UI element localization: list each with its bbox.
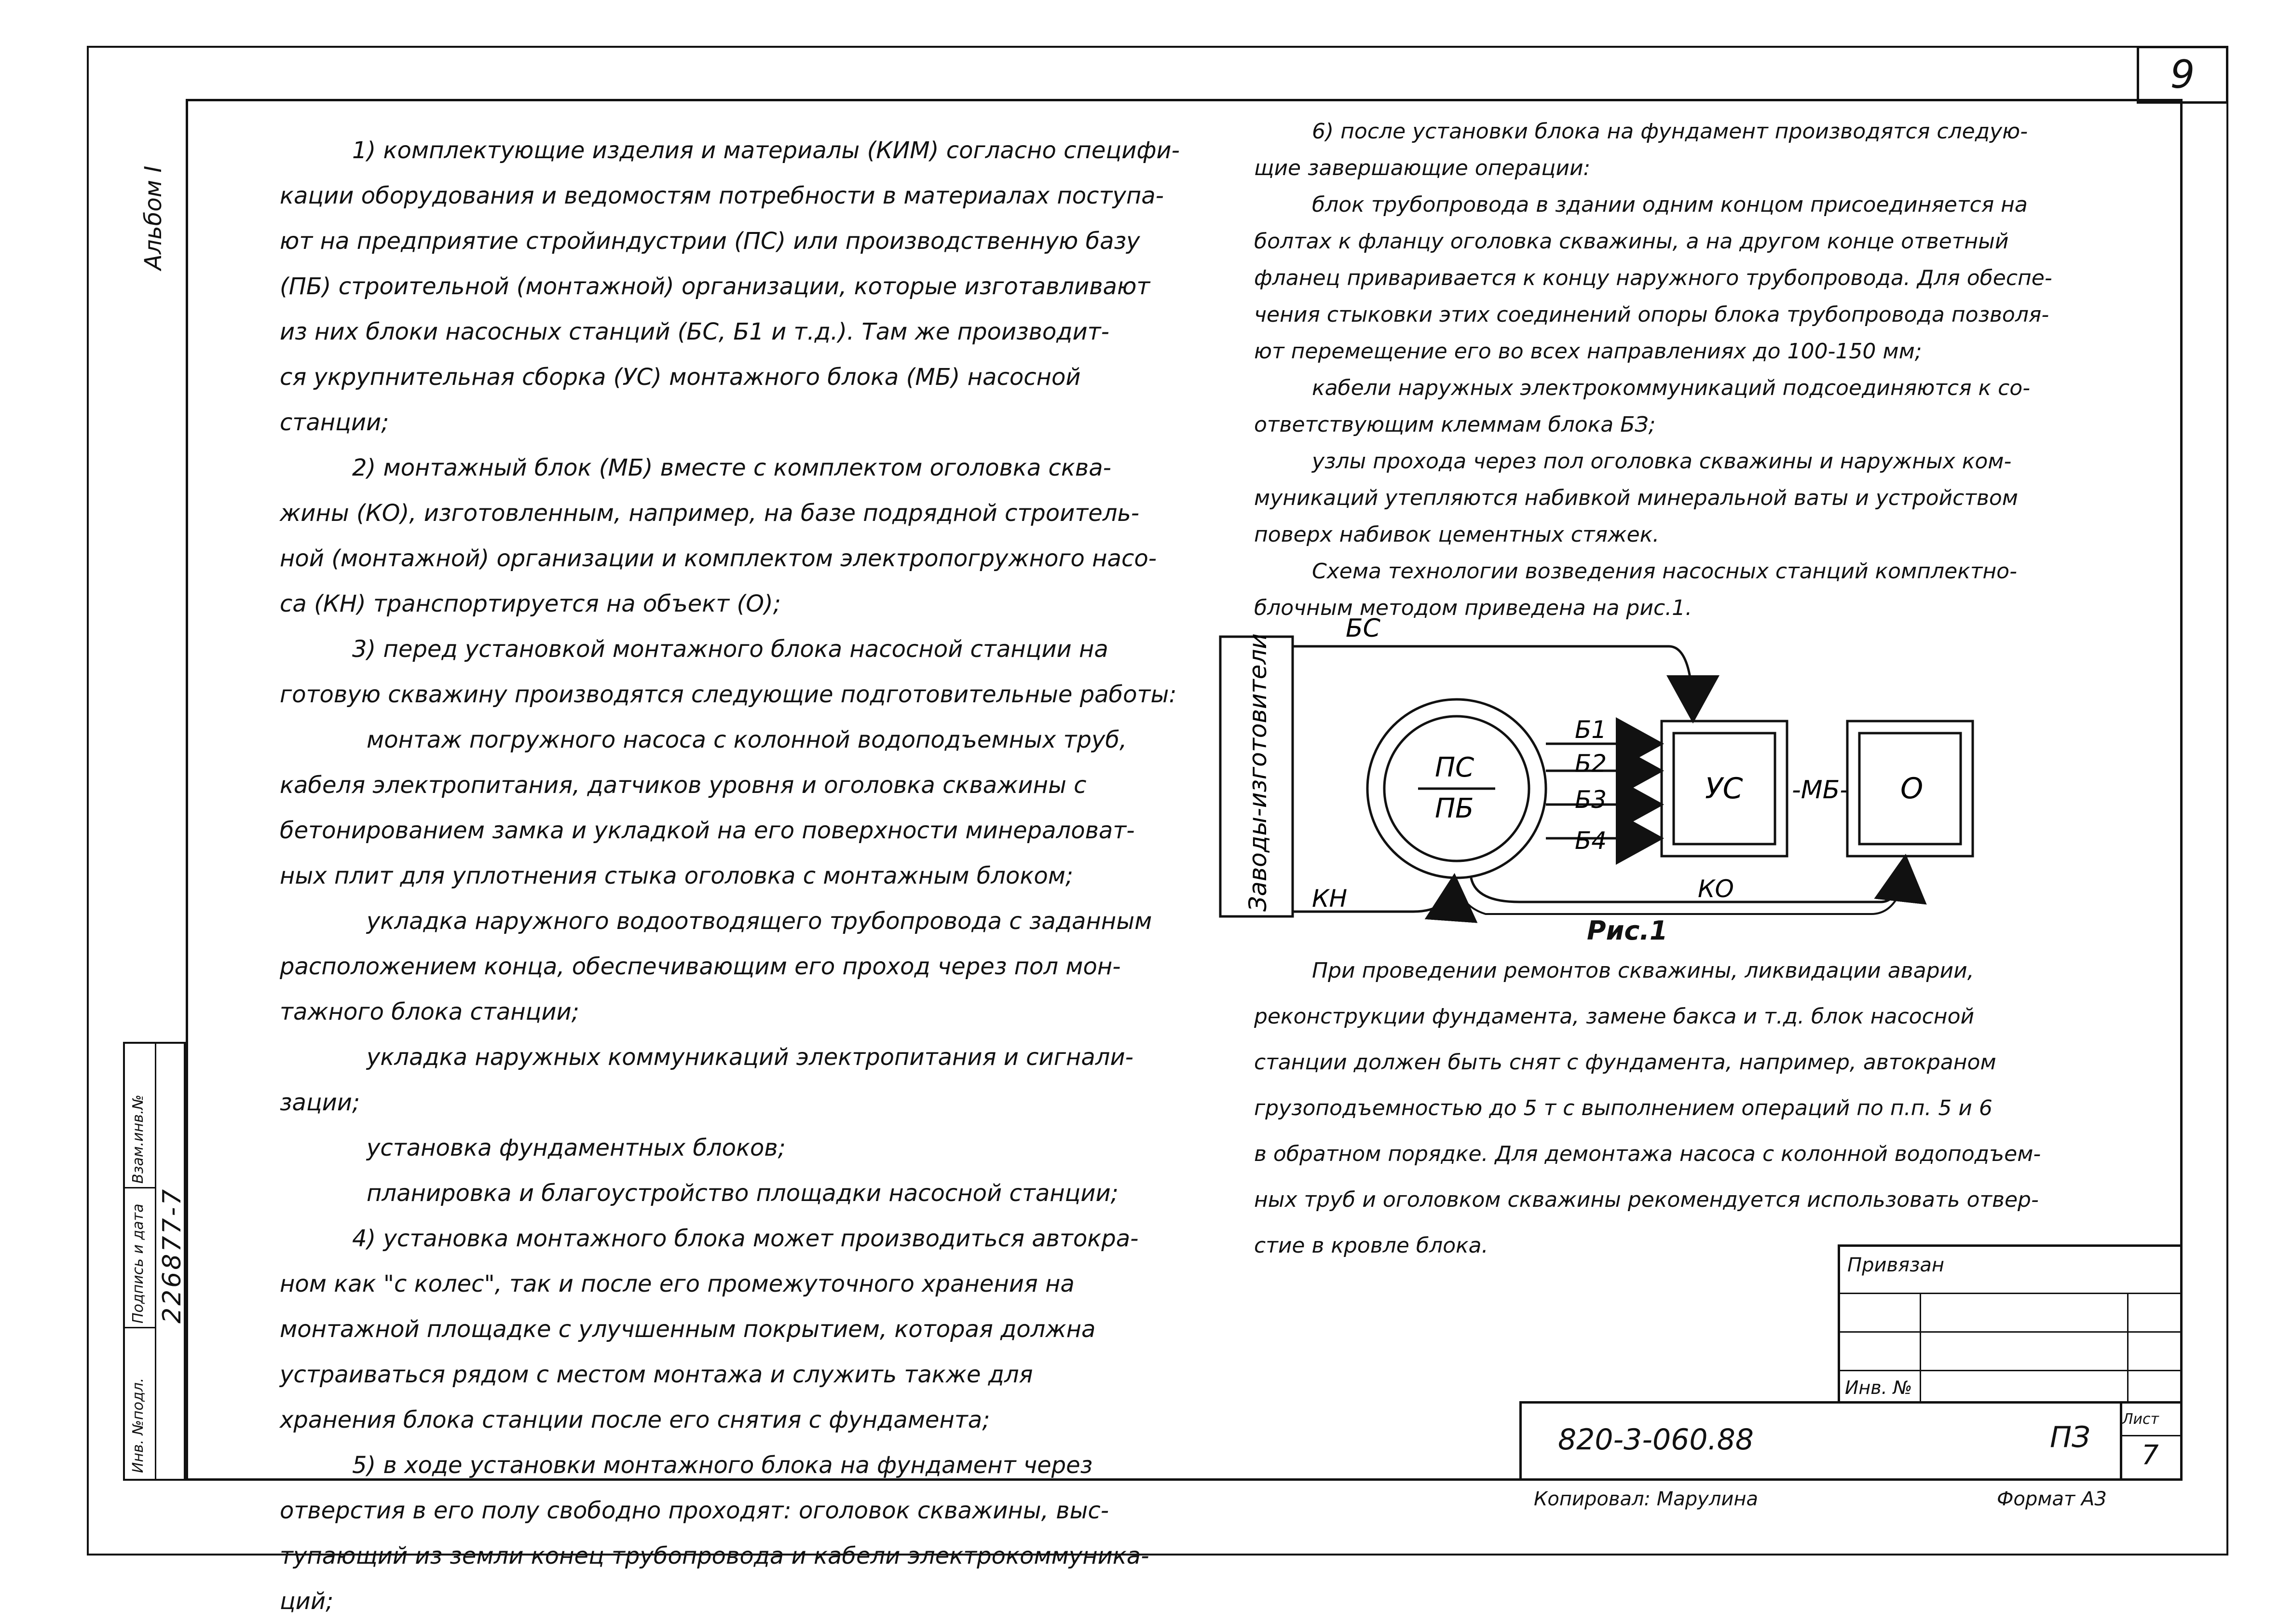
- left-text-column: [280, 128, 1180, 1624]
- stamp-sign-date: Подпись и дата: [130, 1203, 147, 1324]
- text-line: ной (монтажной) организации и комплектом электропогружного насо-: [280, 545, 1157, 572]
- stamp-column: [123, 1042, 186, 1481]
- text-line: ответствующим клеммам блока БЗ;: [1254, 412, 1656, 437]
- stamp-handwritten-number: 226877-7: [158, 1187, 187, 1324]
- text-line: кабели наружных электрокоммуникаций подсоединяются к со-: [1312, 376, 2031, 400]
- text-line: ций;: [280, 1588, 334, 1615]
- kn-to-o-path: [1454, 878, 1905, 914]
- text-line: 2) монтажный блок (МБ) вместе с комплектом оголовка сква-: [352, 454, 1111, 481]
- stamp-vzam-inv: Взам.инв.№: [130, 1094, 147, 1184]
- right-text-column-bottom: [1254, 948, 2041, 1269]
- text-line: ных плит для уплотнения стыка оголовка с монтажным блоком;: [280, 862, 1074, 889]
- ko-label: КО: [1698, 875, 1734, 903]
- text-line: фланец приваривается к концу наружного трубопровода. Для обеспе-: [1254, 266, 2052, 290]
- text-line: отверстия в его полу свободно проходят: оголовок скважины, выс-: [280, 1497, 1109, 1524]
- text-line: муникаций утепляются набивкой минеральной ваты и устройством: [1254, 486, 2018, 510]
- text-line: готовую скважину производятся следующие подготовительные работы:: [280, 681, 1177, 708]
- inv-no-label: Инв. №: [1845, 1377, 1912, 1398]
- text-line: ют на предприятие стройиндустрии (ПС) или производственную базу: [280, 228, 1140, 255]
- text-line: бетонированием замка и укладкой на его поверхности минераловат-: [280, 817, 1135, 844]
- text-line: ном как "с колес", так и после его промежуточного хранения на: [280, 1270, 1075, 1297]
- right-text-column-top: [1254, 113, 2052, 627]
- text-line: (ПБ) строительной (монтажной) организации, которые изготавливают: [280, 273, 1150, 300]
- text-line: тажного блока станции;: [280, 998, 579, 1025]
- b1-label: Б1: [1575, 716, 1607, 744]
- section-code: ПЗ: [2050, 1420, 2090, 1454]
- text-line: станции должен быть снят с фундамента, например, автокраном: [1254, 1050, 1996, 1075]
- text-line: укладка наружного водоотводящего трубопровода с заданным: [367, 908, 1152, 935]
- text-line: кабеля электропитания, датчиков уровня и оголовка скважины с: [280, 772, 1087, 799]
- text-line: При проведении ремонтов скважины, ликвидации аварии,: [1312, 958, 1974, 983]
- us-label: УС: [1705, 772, 1743, 805]
- text-line: Схема технологии возведения насосных станций комплектно-: [1312, 559, 2017, 584]
- text-line: тупающий из земли конец трубопровода и кабели электрокоммуника-: [280, 1542, 1149, 1569]
- text-line: станции;: [280, 409, 389, 436]
- text-line: 3) перед установкой монтажного блока насосной станции на: [352, 636, 1108, 663]
- sheet-number: 7: [2142, 1440, 2159, 1471]
- factories-label: Заводы-изготовители: [1244, 633, 1272, 912]
- text-line: планировка и благоустройство площадки насосной станции;: [367, 1180, 1119, 1207]
- sheet-label: Лист: [2122, 1411, 2159, 1428]
- text-line: 1) комплектующие изделия и материалы (КИМ) согласно специфи-: [352, 137, 1180, 164]
- b4-label: Б4: [1575, 827, 1607, 855]
- text-line: реконструкции фундамента, замене бакса и т.д. блок насосной: [1254, 1004, 1975, 1029]
- text-line: болтах к фланцу оголовка скважины, а на другом конце ответный: [1254, 229, 2009, 254]
- text-line: ных труб и оголовком скважины рекомендуется использовать отвер-: [1254, 1187, 2039, 1212]
- text-line: в обратном порядке. Для демонтажа насоса с колонной водоподъем-: [1254, 1142, 2041, 1166]
- text-line: щие завершающие операции:: [1254, 156, 1591, 180]
- text-line: чения стыковки этих соединений опоры блока трубопровода позволя-: [1254, 302, 2049, 327]
- privyazan-label: Привязан: [1847, 1254, 1945, 1276]
- text-line: расположением конца, обеспечивающим его проход через пол мон-: [280, 953, 1121, 980]
- format-label: Формат А3: [1997, 1488, 2107, 1510]
- stamp-inv-orig: Инв. №подл.: [130, 1378, 147, 1473]
- text-line: поверх набивок цементных стяжек.: [1254, 522, 1660, 547]
- text-line: установка фундаментных блоков;: [367, 1134, 786, 1161]
- page-number: 9: [2137, 46, 2228, 104]
- album-label: Альбом I: [140, 165, 167, 270]
- figure-caption: Рис.1: [1587, 915, 1668, 946]
- ps-label: ПС: [1435, 752, 1474, 783]
- text-line: ся укрупнительная сборка (УС) монтажного блока (МБ) насосной: [280, 364, 1081, 391]
- text-line: монтаж погружного насоса с колонной водоподъемных труб,: [367, 726, 1127, 753]
- b3-label: Б3: [1575, 786, 1607, 814]
- doc-code: 820-3-060.88: [1558, 1423, 1754, 1457]
- text-line: монтажной площадке с улучшенным покрытием, которая должна: [280, 1316, 1096, 1343]
- flow-diagram: [1206, 617, 2170, 926]
- ko-arrow: [1471, 859, 1905, 902]
- text-line: грузоподъемностью до 5 т с выполнением операций по п.п. 5 и 6: [1254, 1096, 1992, 1120]
- text-line: блочным методом приведена на рис.1.: [1254, 596, 1692, 620]
- text-line: са (КН) транспортируется на объект (О);: [280, 590, 781, 617]
- copied-by: Копировал: Марулина: [1534, 1488, 1759, 1510]
- text-line: зации;: [280, 1089, 360, 1116]
- text-line: устраиваться рядом с местом монтажа и служить также для: [280, 1361, 1033, 1388]
- pb-label: ПБ: [1435, 793, 1474, 824]
- text-line: 5) в ходе установки монтажного блока на фундамент через: [352, 1452, 1093, 1479]
- text-line: блок трубопровода в здании одним концом присоединяется на: [1312, 192, 2028, 217]
- mb-label: -МБ-: [1792, 776, 1849, 805]
- text-line: 4) установка монтажного блока может производиться автокра-: [352, 1225, 1139, 1252]
- bs-label: БС: [1346, 617, 1380, 643]
- kn-label: КН: [1312, 885, 1348, 913]
- text-line: ют перемещение его во всех направлениях до 100-150 мм;: [1254, 339, 1922, 364]
- text-line: узлы прохода через пол оголовка скважины и наружных ком-: [1312, 449, 2012, 474]
- text-line: 6) после установки блока на фундамент производятся следую-: [1312, 119, 2028, 144]
- text-line: стие в кровле блока.: [1254, 1233, 1488, 1258]
- o-label: О: [1900, 772, 1924, 805]
- text-line: кации оборудования и ведомостям потребности в материалах поступа-: [280, 182, 1164, 209]
- text-line: из них блоки насосных станций (БС, Б1 и т.д.). Там же производит-: [280, 318, 1109, 345]
- text-line: укладка наружных коммуникаций электропитания и сигнали-: [367, 1044, 1133, 1071]
- text-line: жины (КО), изготовленным, например, на базе подрядной строитель-: [280, 500, 1140, 527]
- b2-label: Б2: [1575, 750, 1607, 778]
- text-line: хранения блока станции после его снятия с фундамента;: [280, 1406, 990, 1433]
